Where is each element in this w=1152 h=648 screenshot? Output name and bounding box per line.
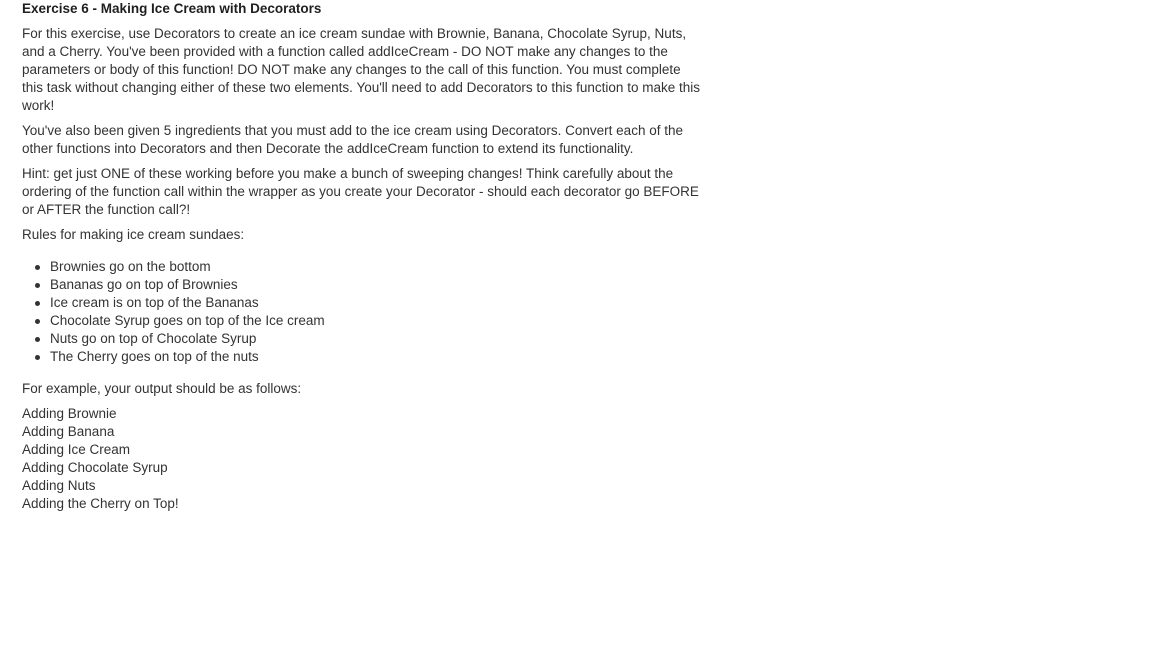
document (22, 0, 702, 513)
output-line: Adding Banana (22, 424, 115, 439)
bullet-icon (35, 319, 40, 324)
exercise-title: Exercise 6 - Making Ice Cream with Decorators (22, 1, 322, 16)
output-line: Adding Nuts (22, 478, 96, 493)
list-item (50, 276, 702, 294)
output-line: Adding the Cherry on Top! (22, 496, 179, 511)
hint-paragraph: Hint: get just ONE of these working before you make a bunch of sweeping changes! Think carefully about the ordering of the function call within the wrapper as you create your Decorator - should each decorator go BEFORE or AFTER the function call?! (22, 166, 699, 217)
rule-text: The Cherry goes on top of the nuts (50, 349, 259, 364)
list-item (50, 330, 702, 348)
example-intro: For example, your output should be as follows: (22, 381, 302, 396)
rule-text: Chocolate Syrup goes on top of the Ice cream (50, 313, 325, 328)
output-line: Adding Ice Cream (22, 442, 131, 457)
rule-text: Brownies go on the bottom (50, 259, 211, 274)
rule-text: Nuts go on top of Chocolate Syrup (50, 331, 257, 346)
bullet-icon (35, 265, 40, 270)
bullet-icon (35, 355, 40, 360)
rule-text: Ice cream is on top of the Bananas (50, 295, 259, 310)
output-line: Adding Brownie (22, 406, 117, 421)
rules-list (22, 258, 702, 366)
list-item (50, 258, 702, 276)
bullet-icon (35, 301, 40, 306)
bullet-icon (35, 283, 40, 288)
list-item (50, 348, 702, 366)
instructions-paragraph: For this exercise, use Decorators to create an ice cream sundae with Brownie, Banana, Chocolate Syrup, Nuts, and a Cherry. You've been provided with a function called addIceCream - DO NOT make any changes to the parameters or body of this function! DO NOT make any changes to the call of this function. You must complete this task without changing either of these two elements. You'll need to add Decorators to this function to make this work! (22, 26, 700, 113)
bullet-icon (35, 337, 40, 342)
example-output (22, 405, 702, 513)
ingredients-paragraph: You've also been given 5 ingredients that you must add to the ice cream using Decorators. Convert each of the other functions into Decorators and then Decorate the addIceCream function to extend its functionality. (22, 123, 683, 156)
rules-heading: Rules for making ice cream sundaes: (22, 227, 245, 242)
rule-text: Bananas go on top of Brownies (50, 277, 238, 292)
output-line: Adding Chocolate Syrup (22, 460, 168, 475)
list-item (50, 312, 702, 330)
list-item (50, 294, 702, 312)
